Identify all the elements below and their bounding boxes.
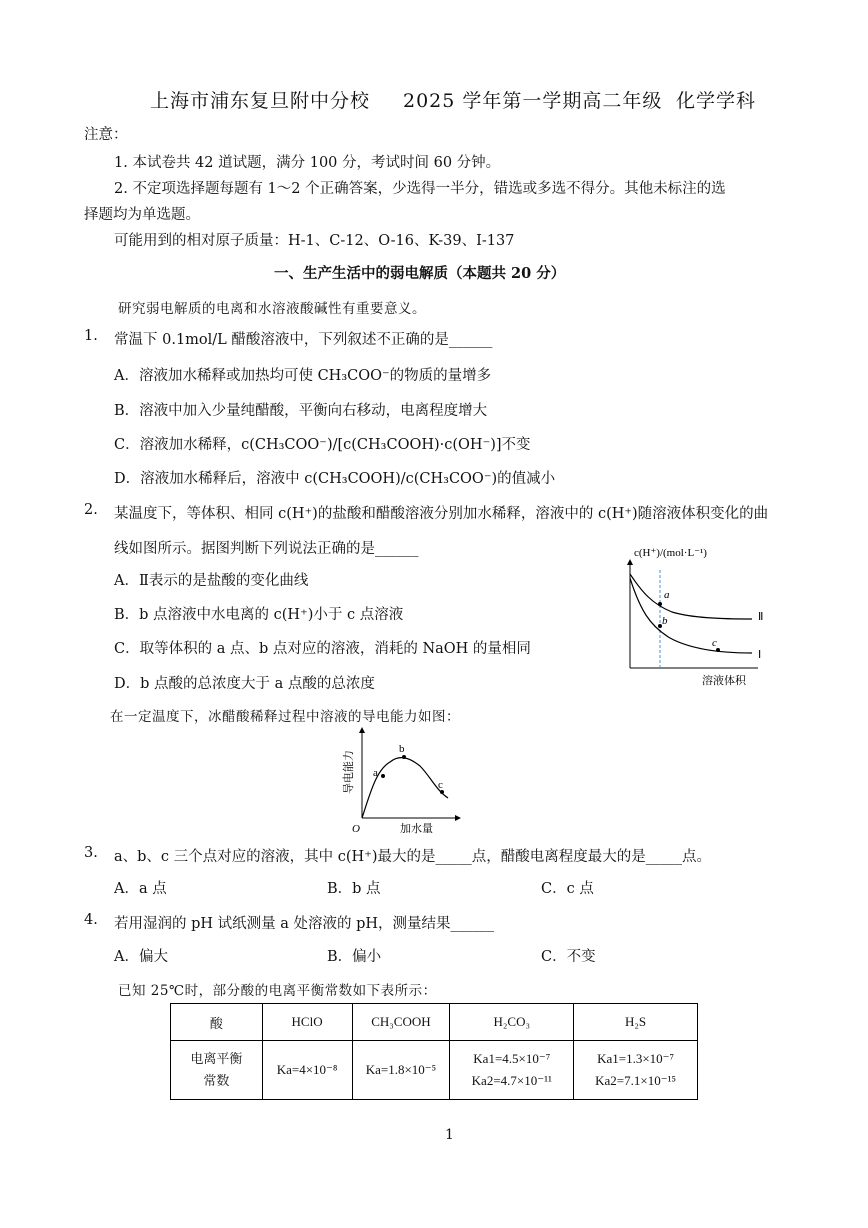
table-intro: 已知 25℃时，部分酸的电离平衡常数如下表所示： xyxy=(118,983,437,999)
q2-option-d: D．b 点酸的总浓度大于 a 点酸的总浓度 xyxy=(114,676,375,692)
row-label-line2: 常数 xyxy=(203,1073,230,1088)
fig-label-c: c xyxy=(712,637,717,649)
table-header-h2s: H₂S xyxy=(574,1004,698,1041)
q2-dilution-figure xyxy=(612,540,772,690)
cell-h2s-ka2: Ka2=7.1×10⁻¹⁵ xyxy=(595,1073,677,1088)
table-header-h2co3: H₂CO₃ xyxy=(450,1004,574,1041)
table-row-label xyxy=(171,1041,263,1100)
cell-h2co3-ka1: Ka1=4.5×10⁻⁷ xyxy=(473,1051,551,1066)
ionization-constants-table xyxy=(170,1003,698,1100)
q3-option-c: C．c 点 xyxy=(541,881,594,897)
point-a-dot xyxy=(658,602,662,606)
table-header-ch3cooh: CH₃COOH xyxy=(352,1004,450,1041)
q1-option-c: C．溶液加水稀释，c(CH₃COO⁻)/[c(CH₃COOH)·c(OH⁻)]不变 xyxy=(114,437,531,453)
notice-item-1: 1. 本试卷共 42 道试题，满分 100 分，考试时间 60 分钟。 xyxy=(114,155,501,171)
section-heading: 一、生产生活中的弱电解质（本题共 20 分） xyxy=(274,265,566,282)
table-header-acid: 酸 xyxy=(171,1004,263,1041)
q1-option-a: A．溶液加水稀释或加热均可使 CH₃COO⁻的物质的量增多 xyxy=(114,368,492,384)
row-label-line1: 电离平衡 xyxy=(190,1051,243,1066)
q4-option-b: B．偏小 xyxy=(327,949,382,965)
page-number: 1 xyxy=(445,1127,454,1143)
conductivity-figure xyxy=(338,724,463,836)
curve-ii xyxy=(630,574,752,619)
q2-stem-line1: 某温度下，等体积、相同 c(H⁺)的盐酸和醋酸溶液分别加水稀释，溶液中的 c(H⁺)随溶液体积变化的曲 xyxy=(114,506,769,522)
q2-stem-line2: 线如图所示。据图判断下列说法正确的是______ xyxy=(114,541,419,557)
fig-ylabel: c(H⁺)/(mol·L⁻¹) xyxy=(634,547,707,559)
cond-origin: O xyxy=(352,823,360,835)
atomic-masses: 可能用到的相对原子质量：H-1、C-12、O-16、K-39、I-137 xyxy=(114,233,515,249)
q4-stem: 若用湿润的 pH 试纸测量 a 处溶液的 pH，测量结果______ xyxy=(114,916,495,932)
q2-option-a: A．Ⅱ表示的是盐酸的变化曲线 xyxy=(114,573,309,589)
fig-label-curve-i: Ⅰ xyxy=(758,649,762,661)
fig-label-b: b xyxy=(662,615,668,627)
q1-option-b: B．溶液中加入少量纯醋酸，平衡向右移动，电离程度增大 xyxy=(114,403,488,419)
q3-option-a: A．a 点 xyxy=(114,881,167,897)
conductivity-intro: 在一定温度下，冰醋酸稀释过程中溶液的导电能力如图： xyxy=(110,709,460,725)
notice-item-2-cont: 择题均为单选题。 xyxy=(84,207,200,223)
cond-ylabel: 导电能力 xyxy=(343,750,355,794)
fig-label-a: a xyxy=(664,589,670,601)
q4-option-c: C．不变 xyxy=(541,949,596,965)
cond-label-b: b xyxy=(399,743,405,755)
cond-xlabel: 加水量 xyxy=(400,823,433,835)
cell-h2s xyxy=(574,1041,698,1100)
q3-number: 3. xyxy=(84,845,98,861)
notice-label: 注意： xyxy=(84,127,128,143)
table-header-hclo: HClO xyxy=(262,1004,352,1041)
section-intro: 研究弱电解质的电离和水溶液酸碱性有重要意义。 xyxy=(118,301,426,317)
q3-stem: a、b、c 三个点对应的溶液，其中 c(H⁺)最大的是_____点，醋酸电离程度最大的是_____点。 xyxy=(114,849,711,865)
cond-label-c: c xyxy=(438,779,443,791)
cell-h2s-ka1: Ka1=1.3×10⁻⁷ xyxy=(597,1051,675,1066)
cell-h2co3 xyxy=(450,1041,574,1100)
table-row-constants xyxy=(171,1041,698,1100)
fig-xlabel: 溶液体积 xyxy=(702,675,746,687)
q3-option-b: B．b 点 xyxy=(327,881,381,897)
table-header-row xyxy=(171,1004,698,1041)
cond-label-a: a xyxy=(373,767,378,779)
notice-item-2: 2. 不定项选择题每题有 1～2 个正确答案，少选得一半分，错选或多选不得分。其他未标注的选 xyxy=(114,181,726,197)
term-title: 2025 学年第一学期高二年级 xyxy=(403,90,663,112)
q1-option-d: D．溶液加水稀释后，溶液中 c(CH₃COOH)/c(CH₃COO⁻)的值减小 xyxy=(114,471,556,487)
school-name: 上海市浦东复旦附中分校 xyxy=(150,90,371,112)
q2-option-c: C．取等体积的 a 点、b 点对应的溶液，消耗的 NaOH 的量相同 xyxy=(114,641,531,657)
cond-point-a-dot xyxy=(381,774,385,778)
cell-ch3cooh-ka: Ka=1.8×10⁻⁵ xyxy=(352,1041,450,1100)
q2-option-b: B．b 点溶液中水电离的 c(H⁺)小于 c 点溶液 xyxy=(114,607,404,623)
subject-title: 化学学科 xyxy=(676,90,757,112)
cond-point-b-dot xyxy=(402,755,406,759)
q4-option-a: A．偏大 xyxy=(114,949,168,965)
q2-number: 2. xyxy=(84,502,98,518)
fig-label-curve-ii: Ⅱ xyxy=(758,611,764,623)
cell-h2co3-ka2: Ka2=4.7×10⁻¹¹ xyxy=(471,1073,552,1088)
q1-number: 1. xyxy=(84,328,98,344)
q4-number: 4. xyxy=(84,912,98,928)
cell-hclo-ka: Ka=4×10⁻⁸ xyxy=(262,1041,352,1100)
q1-stem: 常温下 0.1mol/L 醋酸溶液中，下列叙述不正确的是______ xyxy=(114,332,493,348)
